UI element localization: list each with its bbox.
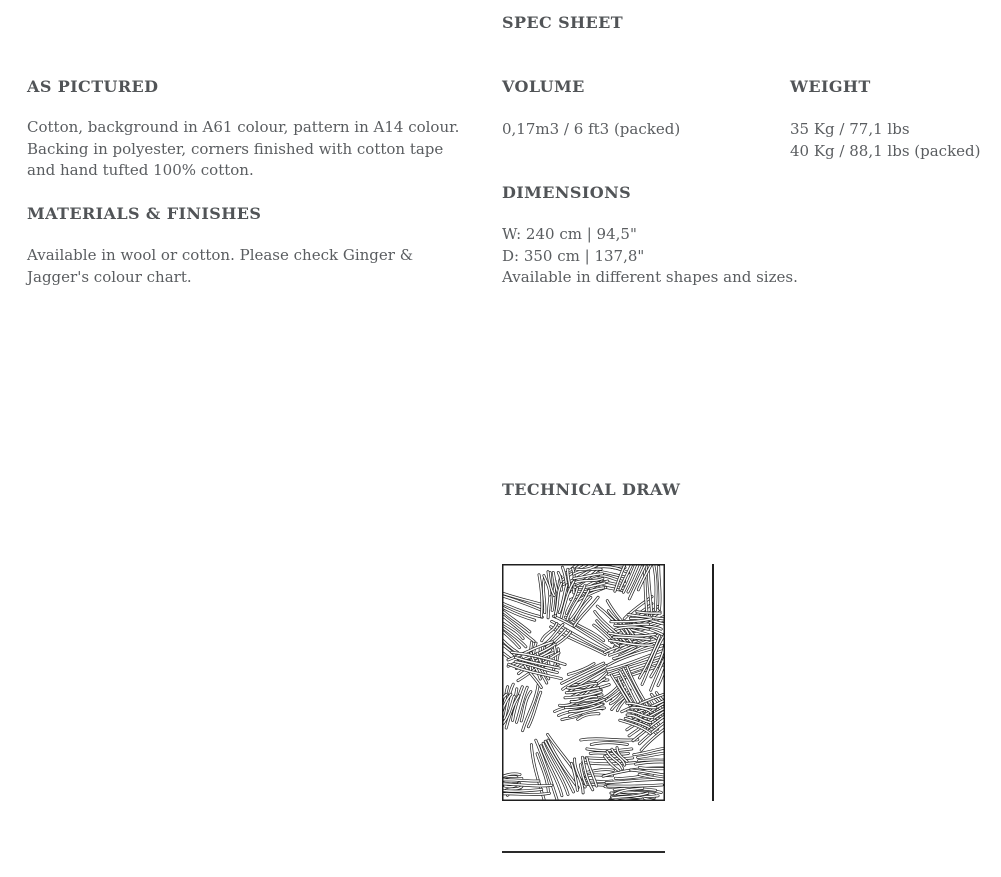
weight-heading: WEIGHT: [790, 77, 871, 96]
weight-body: [790, 119, 981, 162]
text-line: and hand tufted 100% cotton.: [27, 161, 254, 180]
text-line: 35 Kg / 77,1 lbs: [790, 120, 910, 138]
materials-finishes-heading: MATERIALS & FINISHES: [27, 204, 262, 223]
depth-dimension-line: [712, 564, 714, 801]
page-title: SPEC SHEET: [502, 13, 624, 32]
width-dimension-line: [502, 851, 665, 853]
volume-heading: VOLUME: [502, 77, 585, 96]
dimensions-heading: DIMENSIONS: [502, 183, 632, 202]
text-line: 40 Kg / 88,1 lbs (packed): [790, 141, 981, 160]
text-line: Jagger's colour chart.: [27, 267, 192, 286]
dimensions-body: [502, 224, 798, 289]
text-line: Available in wool or cotton. Please check Ginger &: [27, 246, 414, 264]
text-line: Cotton, background in A61 colour, pattern in A14 colour.: [27, 118, 460, 136]
technical-draw-heading: TECHNICAL DRAW: [502, 480, 681, 499]
text-line: D: 350 cm | 137,8": [502, 246, 645, 265]
text-line: W: 240 cm | 94,5": [502, 225, 637, 243]
as-pictured-body: [27, 117, 459, 182]
as-pictured-heading: AS PICTURED: [27, 77, 159, 96]
rug-pattern-drawing: [502, 564, 665, 801]
materials-finishes-body: [27, 245, 413, 288]
text-line: Backing in polyester, corners finished with cotton tape: [27, 139, 444, 158]
technical-draw-image: [502, 564, 665, 801]
text-line: Available in different shapes and sizes.: [502, 268, 798, 287]
volume-value: 0,17m3 / 6 ft3 (packed): [502, 120, 681, 138]
